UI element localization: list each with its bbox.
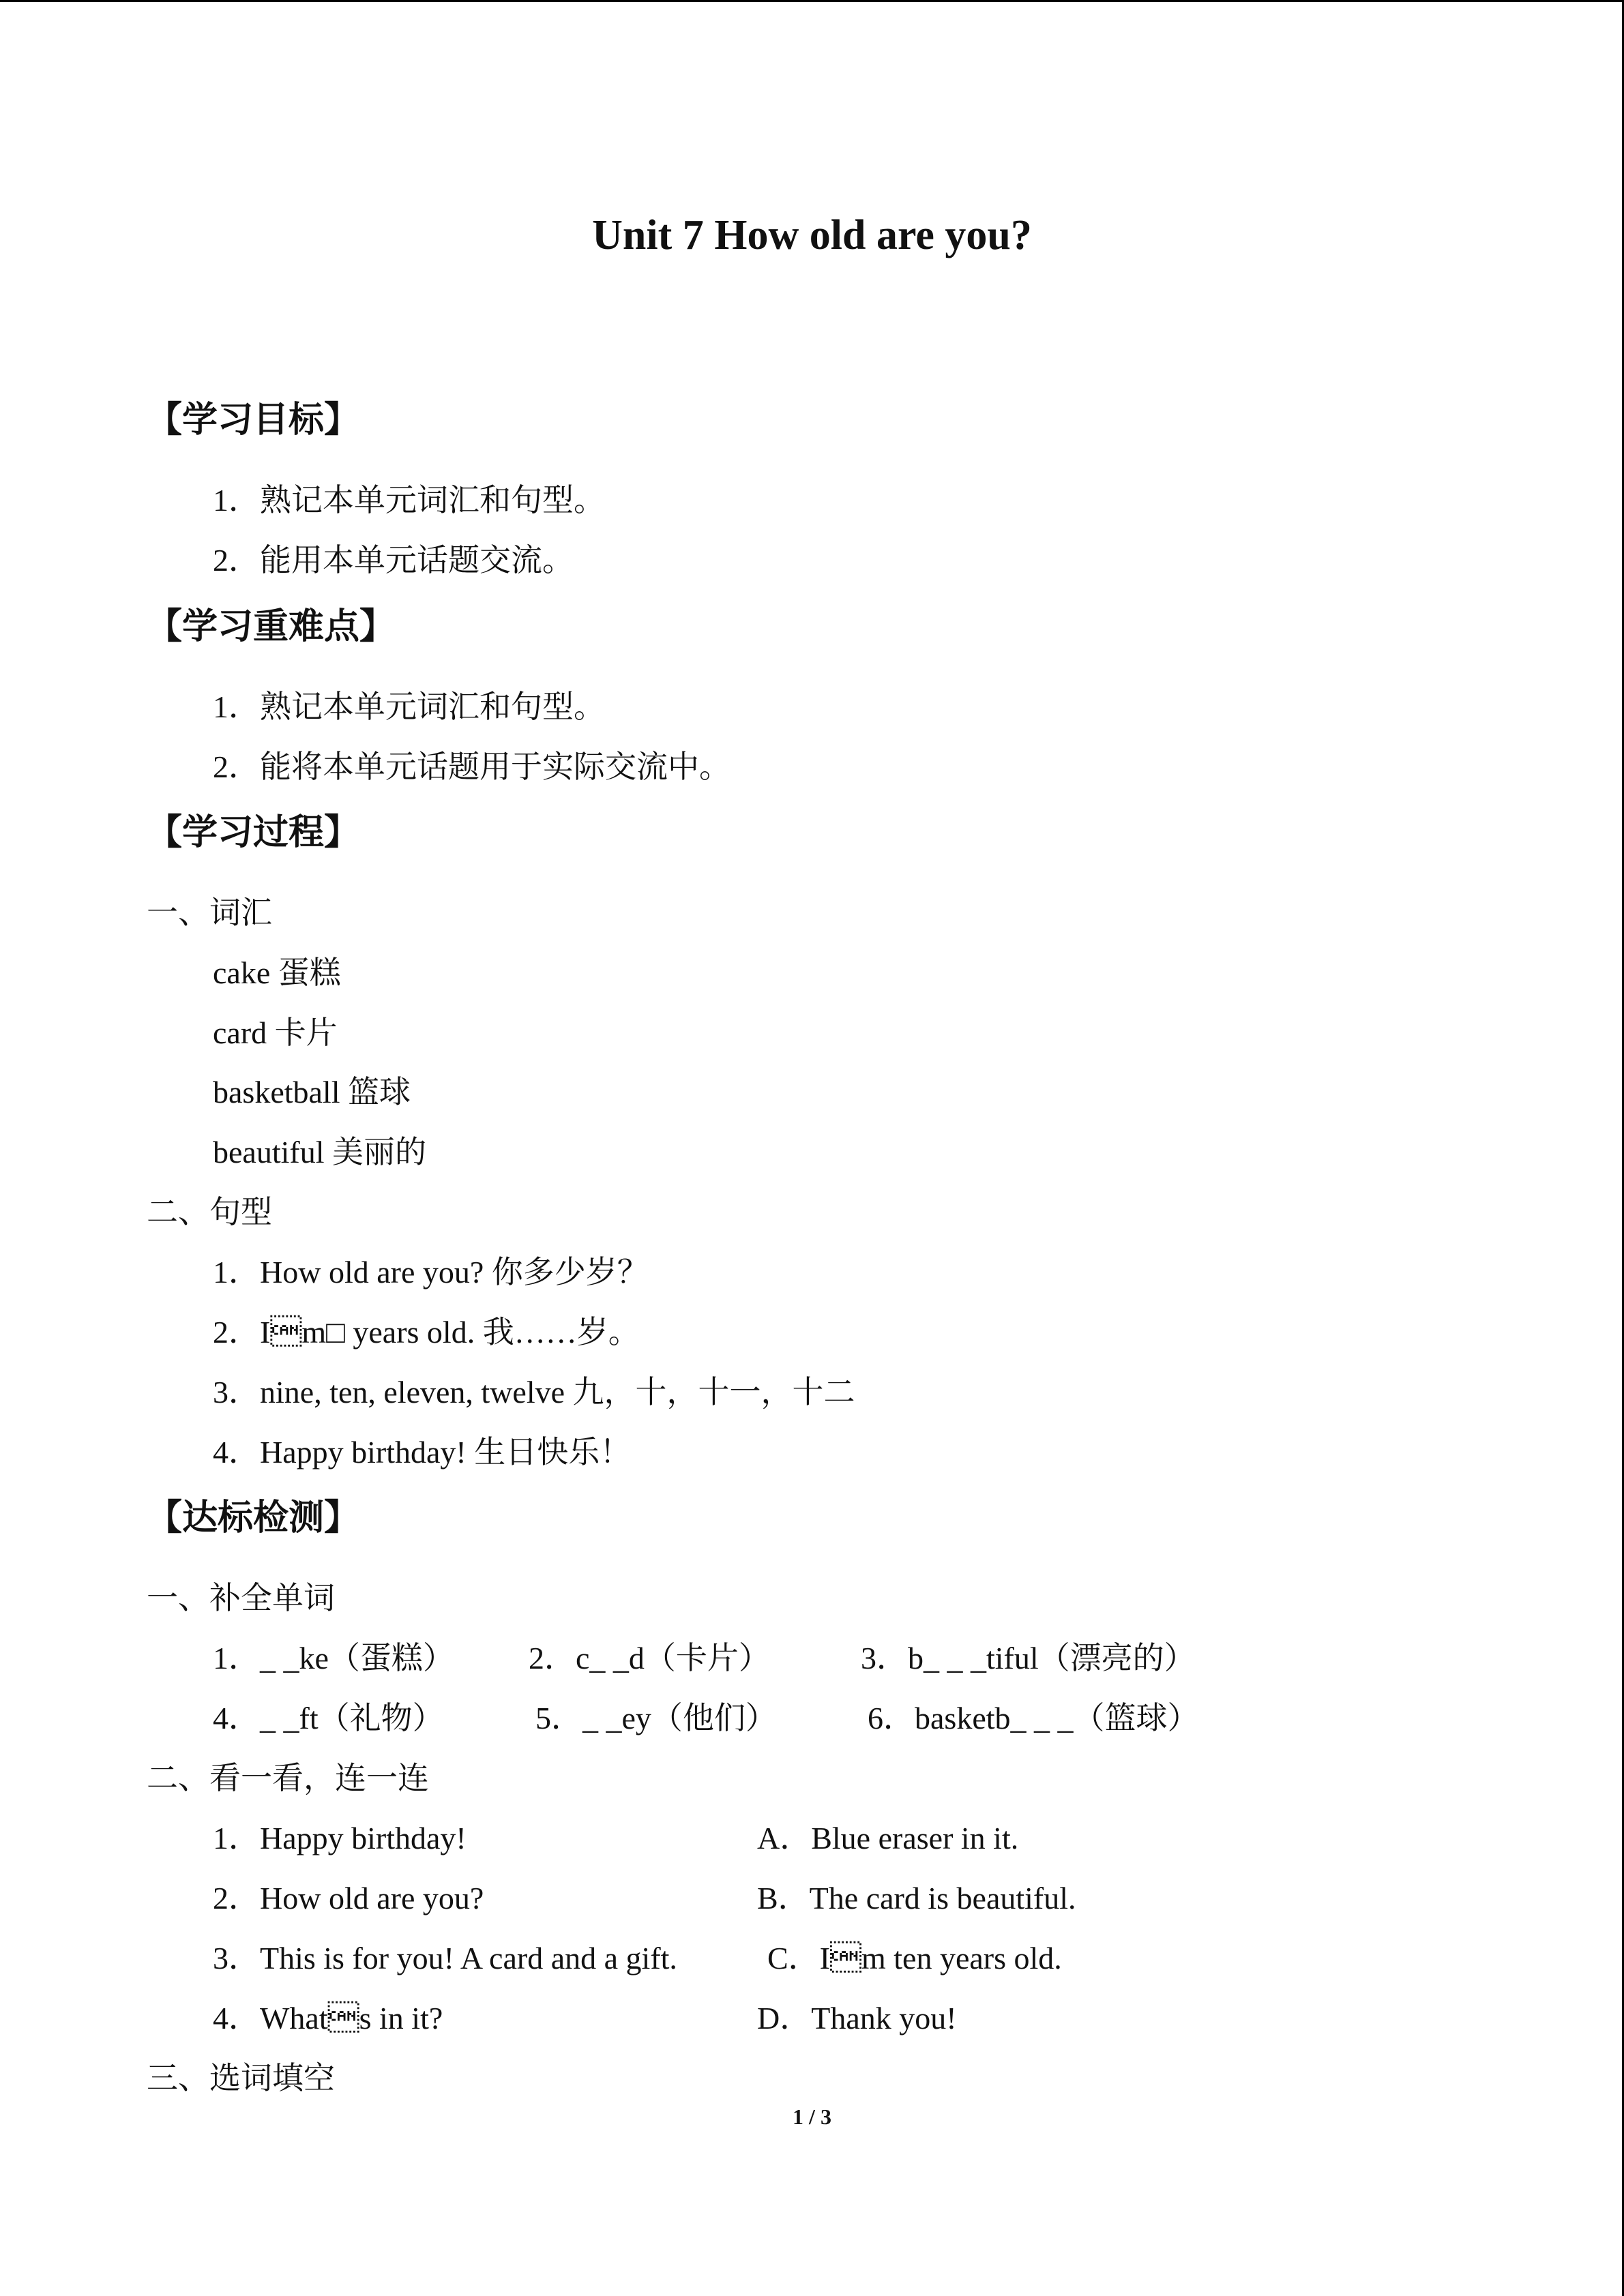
match-right-item: C．Im ten years old.: [767, 1941, 1062, 1976]
objective-item-1: 1．熟记本单元词汇和句型。: [213, 483, 605, 518]
sentence-item: 3．nine, ten, eleven, twelve 九，十，十一，十二: [213, 1375, 855, 1410]
vocab-item: cake 蛋糕: [213, 955, 341, 990]
vocab-item: basketball 篮球: [213, 1075, 411, 1109]
vocab-item: card 卡片: [213, 1015, 338, 1050]
fill-word-item: 3．b_ _ _tiful（漂亮的）: [861, 1641, 1196, 1675]
top-border-line: [0, 0, 1624, 2]
key-point-item-1: 1．熟记本单元词汇和句型。: [213, 689, 605, 724]
page-number: 1 / 3: [793, 2104, 831, 2129]
vocab-item: beautiful 美丽的: [213, 1135, 426, 1169]
match-left-item: 4．Whats in it?: [213, 2001, 443, 2036]
sentence-item: 2．Im□ years old. 我……岁。: [213, 1315, 640, 1350]
match-right-item: D．Thank you!: [757, 2001, 957, 2036]
vocab-section-title: 一、词汇: [147, 895, 272, 930]
match-left-item: 2．How old are you?: [213, 1881, 484, 1915]
match-right-item: A．Blue eraser in it.: [757, 1821, 1019, 1855]
matching-title: 二、看一看，连一连: [147, 1761, 429, 1795]
objective-item-2: 2．能用本单元话题交流。: [213, 543, 574, 578]
key-point-item-2: 2．能将本单元话题用于实际交流中。: [213, 749, 730, 784]
sentence-item: 4．Happy birthday! 生日快乐！: [213, 1435, 632, 1470]
sentence-item: 1．How old are you? 你多少岁？: [213, 1255, 649, 1289]
match-right-item: B．The card is beautiful.: [757, 1881, 1076, 1915]
fill-word-item: 6．basketb_ _ _（篮球）: [868, 1701, 1199, 1735]
key-points-heading: 【学习重难点】: [147, 606, 396, 647]
fill-word-item: 2．c_ _d（卡片）: [529, 1641, 770, 1675]
test-heading: 【达标检测】: [147, 1497, 360, 1538]
match-left-item: 3．This is for you! A card and a gift.: [213, 1941, 677, 1976]
objectives-heading: 【学习目标】: [147, 400, 360, 441]
page-title: Unit 7 How old are you?: [592, 212, 1032, 258]
fill-word-item: 4．_ _ft（礼物）: [213, 1701, 444, 1735]
match-left-item: 1．Happy birthday!: [213, 1821, 467, 1855]
fill-blanks-title: 三、选词填空: [147, 2061, 335, 2096]
fill-words-title: 一、补全单词: [147, 1581, 335, 1615]
process-heading: 【学习过程】: [147, 812, 360, 853]
fill-word-item: 5．_ _ey（他们）: [535, 1701, 777, 1735]
fill-word-item: 1．_ _ke（蛋糕）: [213, 1641, 454, 1675]
sentences-section-title: 二、句型: [147, 1195, 272, 1229]
